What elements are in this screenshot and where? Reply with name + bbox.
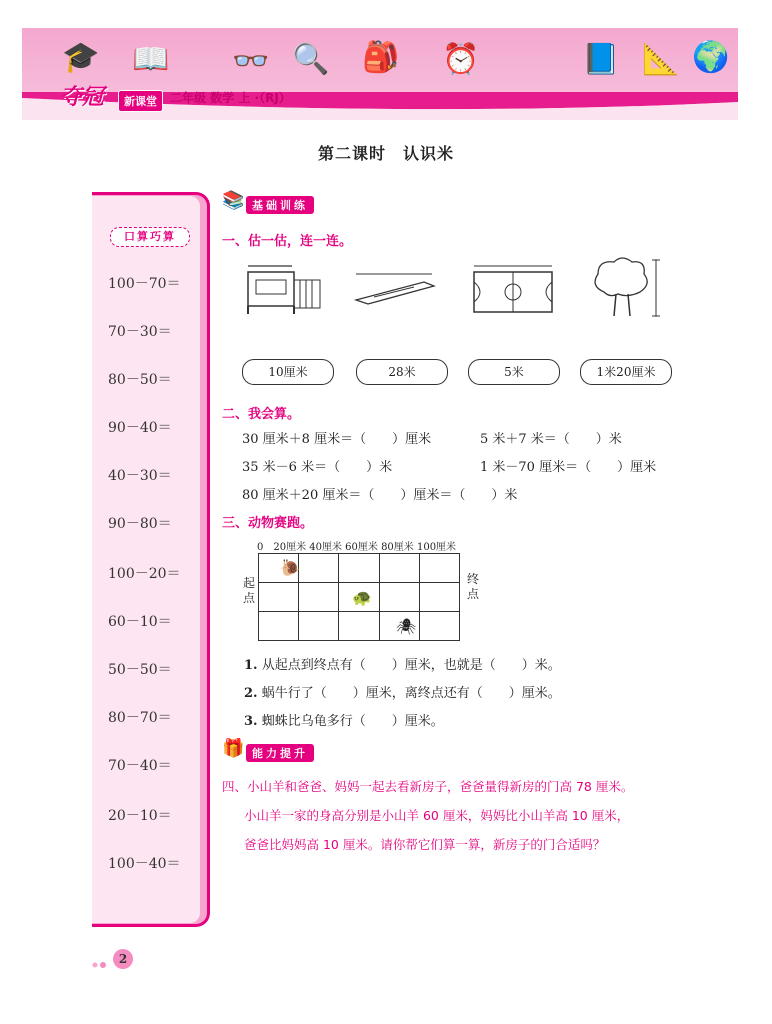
snail-icon: 🐌: [280, 558, 300, 577]
q4-line: 小山羊一家的身高分别是小山羊 60 厘米，妈妈比小山羊高 10 厘米，: [244, 808, 630, 823]
estimate-label-option[interactable]: 5米: [468, 359, 560, 385]
calc-item: 1 米－70 厘米＝（ ）厘米: [480, 460, 657, 475]
open-book-icon: 📘: [582, 42, 620, 77]
q3-item: [244, 654, 561, 673]
q2-heading: 二、我会算。: [222, 407, 301, 422]
drill-item: 50－50＝: [108, 662, 172, 678]
q3-item: [244, 682, 561, 701]
brand-badge: 新课堂: [118, 90, 163, 112]
page-dots-decoration: [92, 954, 108, 962]
calc-item: 35 米－6 米＝（ ）米: [242, 460, 393, 475]
calc-item: 80 厘米＋20 厘米＝（ ）厘米＝（ ）米: [242, 488, 518, 503]
estimate-label-option[interactable]: 10厘米: [242, 359, 334, 385]
turtle-icon: 🐢: [352, 588, 372, 607]
q3-item: [244, 710, 444, 729]
drill-item: 90－80＝: [108, 516, 172, 532]
q1-heading: 一、估一估，连一连。: [222, 234, 353, 249]
ruler-image: [354, 270, 436, 306]
drill-item: 100－70＝: [108, 276, 181, 292]
q3-heading: 三、动物赛跑。: [222, 516, 314, 531]
q3-item-text: 蜗牛行了（ ）厘米，离终点还有（ ）厘米。: [261, 686, 561, 701]
sidebar-badge: 口算巧算: [110, 227, 190, 247]
book-info: 二年级 数学 上 ·（RJ）: [170, 91, 291, 105]
glasses-icon: 👓: [232, 44, 270, 79]
magnifier-icon: 🔍: [292, 42, 330, 77]
basketball-court-image: [470, 262, 556, 314]
section-advanced-tag: 能力提升: [246, 744, 314, 762]
distance-axis: 0 20厘米 40厘米 60厘米 80厘米 100厘米: [257, 542, 457, 553]
q3-item-text: 从起点到终点有（ ）厘米，也就是（ ）米。: [261, 658, 561, 673]
drill-item: 70－40＝: [108, 758, 172, 774]
drill-item: 100－20＝: [108, 566, 181, 582]
crib-image: [242, 262, 324, 318]
globe-icon: 🌍: [692, 40, 730, 75]
drill-item: 90－40＝: [108, 420, 172, 436]
brand-logo: 夺冠: [60, 85, 105, 110]
q3-item-number: 3.: [244, 714, 258, 729]
estimate-label-option[interactable]: 1米20厘米: [580, 359, 672, 385]
drill-item: 100－40＝: [108, 856, 181, 872]
q3-item-text: 蜘蛛比乌龟多行（ ）厘米。: [261, 714, 444, 729]
alarm-clock-icon: ⏰: [442, 42, 480, 77]
q4-line: 爸爸比妈妈高 10 厘米。请你帮它们算一算，新房子的门合适吗？: [244, 837, 606, 852]
drill-item: 40－30＝: [108, 468, 172, 484]
tree-image: [588, 256, 664, 320]
books-icon: 📚: [222, 190, 245, 211]
drill-item: 80－70＝: [108, 710, 172, 726]
drill-item: 60－10＝: [108, 614, 172, 630]
compass-icon: 📐: [642, 42, 680, 77]
drill-item: 80－50＝: [108, 372, 172, 388]
lesson-title: 第二课时 认识米: [317, 144, 454, 163]
spider-icon: 🕷: [396, 617, 417, 636]
calc-item: 30 厘米＋8 厘米＝（ ）厘米: [242, 432, 432, 447]
q4-line: 四、小山羊和爸爸、妈妈一起去看新房子，爸爸量得新房的门高 78 厘米。: [222, 779, 634, 794]
book-icon: 📖: [132, 42, 170, 77]
graduation-cap-icon: 🎓: [62, 40, 100, 75]
drill-item: 70－30＝: [108, 324, 172, 340]
finish-label: 终点: [466, 572, 479, 601]
page-number: 2: [113, 949, 133, 969]
section-basic-tag: 基础训练: [246, 196, 314, 214]
gift-icon: 🎁: [222, 738, 245, 759]
calc-item: 5 米＋7 米＝（ ）米: [480, 432, 622, 447]
drill-item: 20－10＝: [108, 808, 172, 824]
q3-item-number: 2.: [244, 686, 258, 701]
q3-item-number: 1.: [244, 658, 258, 673]
schoolbag-icon: 🎒: [362, 40, 400, 75]
start-label: 起点: [242, 576, 255, 605]
estimate-label-option[interactable]: 28米: [356, 359, 448, 385]
